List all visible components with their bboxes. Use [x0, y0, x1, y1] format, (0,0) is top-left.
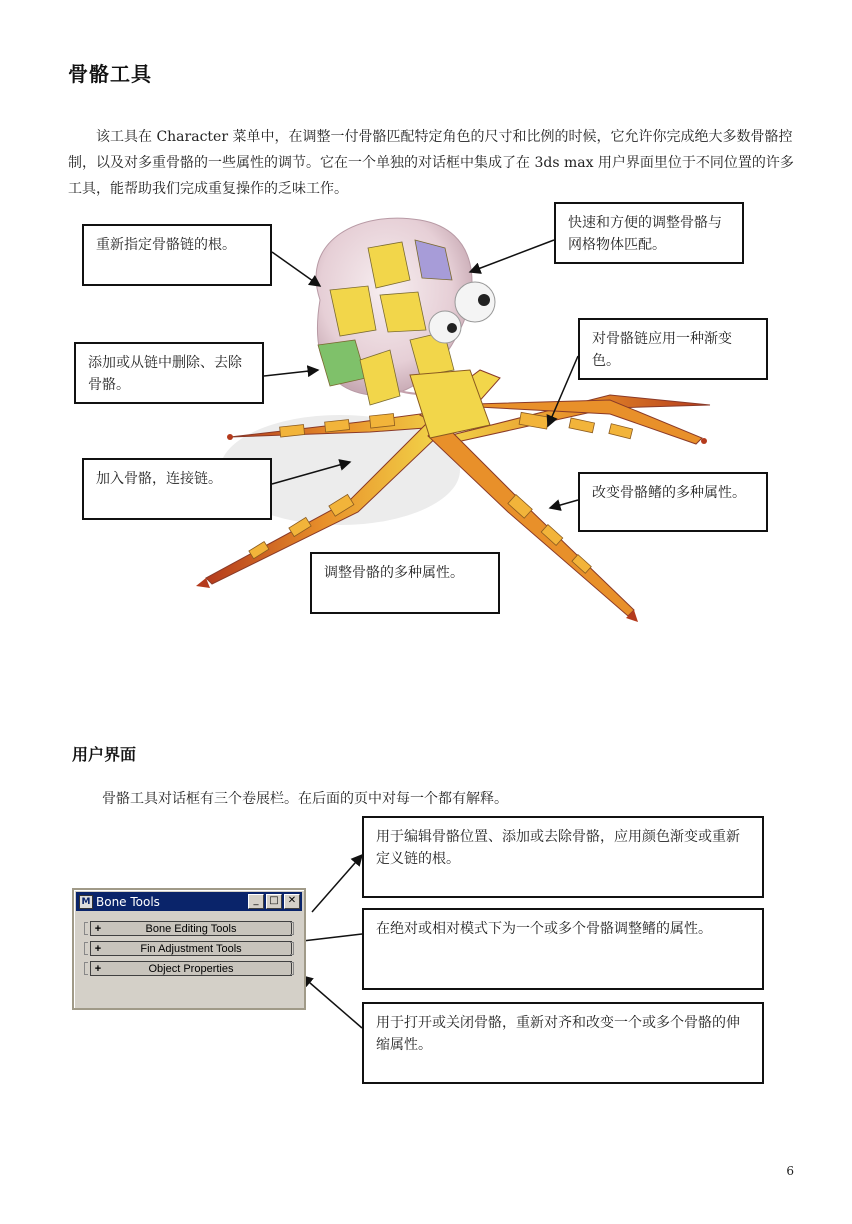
close-button[interactable]: ✕ — [284, 894, 300, 909]
app-icon: M — [79, 895, 93, 909]
expand-icon: + — [94, 942, 102, 955]
rollout-label: Bone Editing Tools — [145, 922, 237, 935]
rollout-bracket-icon — [84, 922, 88, 935]
callout-fin-properties: 改变骨骼鳍的多种属性。 — [578, 472, 768, 532]
expand-icon: + — [94, 962, 102, 975]
rollout-object-properties[interactable] — [90, 961, 292, 976]
callout-gradient: 对骨骼链应用一种渐变色。 — [578, 318, 768, 380]
callout-bone-editing: 用于编辑骨骼位置、添加或去除骨骼，应用颜色渐变或重新定义链的根。 — [362, 816, 764, 898]
rollout-bracket-icon — [84, 942, 88, 955]
callout-add-remove: 添加或从链中删除、去除骨骼。 — [74, 342, 264, 404]
callout-connect: 加入骨骼，连接链。 — [82, 458, 272, 520]
rollout-bracket-icon — [84, 962, 88, 975]
minimize-button[interactable]: _ — [248, 894, 264, 909]
expand-icon: + — [94, 922, 102, 935]
window-title: Bone Tools — [96, 894, 160, 909]
page-number: 6 — [786, 1164, 794, 1178]
intro-paragraph: 该工具在 Character 菜单中，在调整一付骨骼匹配特定角色的尺寸和比例的时候，它允许你完成绝大多数骨骼控制，以及对多重骨骼的一些属性的调节。它在一个单独的对话框中集成了在 3ds max 用户界面里位于不同位置的许多工具，能帮助我们完成重复操作的乏味工作。 — [68, 129, 794, 197]
bone-tools-window — [72, 888, 306, 1010]
callout-bone-properties: 调整骨骼的多种属性。 — [310, 552, 500, 614]
rollout-label: Object Properties — [148, 962, 234, 975]
callout-reassign-root: 重新指定骨骼链的根。 — [82, 224, 272, 286]
rollout-bracket-icon — [290, 922, 294, 935]
rollout-bracket-icon — [290, 962, 294, 975]
window-titlebar[interactable] — [76, 892, 302, 911]
callout-fin-adjustment: 在绝对或相对模式下为一个或多个骨骼调整鳍的属性。 — [362, 908, 764, 990]
rollout-label: Fin Adjustment Tools — [140, 942, 242, 955]
rollout-bone-editing-tools[interactable] — [90, 921, 292, 936]
rollout-fin-adjustment-tools[interactable] — [90, 941, 292, 956]
ui-intro-paragraph: 骨骼工具对话框有三个卷展栏。在后面的页中对每一个都有解释。 — [102, 791, 508, 807]
rollout-bracket-icon — [290, 942, 294, 955]
maximize-button[interactable]: □ — [266, 894, 282, 909]
callout-object-properties: 用于打开或关闭骨骼，重新对齐和改变一个或多个骨骼的伸缩属性。 — [362, 1002, 764, 1084]
page-title: 骨骼工具 — [68, 62, 152, 86]
callout-match-mesh: 快速和方便的调整骨骼与网格物体匹配。 — [554, 202, 744, 264]
section-heading-ui: 用户界面 — [72, 745, 137, 764]
